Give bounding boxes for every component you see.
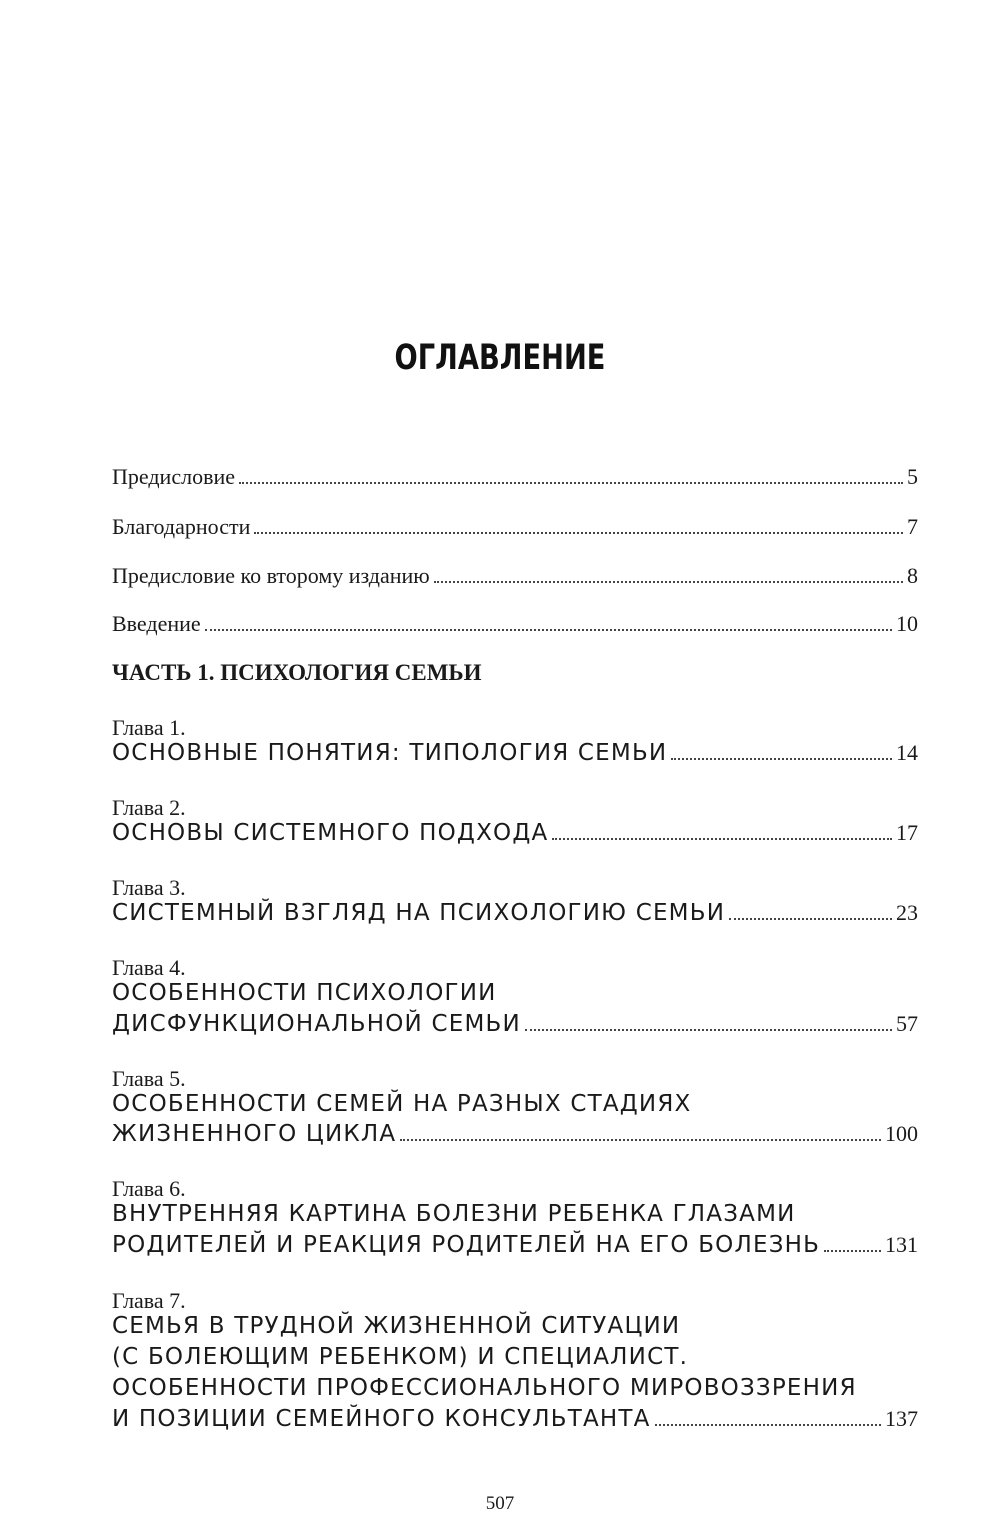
chapter-2-label: Глава 2. — [112, 795, 186, 820]
toc-entry-acknowledgements[interactable] — [112, 514, 918, 540]
chapter-3-label: Глава 3. — [112, 875, 186, 900]
toc-entry-page: 8 — [907, 563, 918, 588]
toc-entry-page: 5 — [907, 464, 918, 489]
toc-entry-label: Предисловие ко второму изданию — [112, 563, 430, 588]
toc-entry-chapter-4[interactable] — [112, 1011, 918, 1037]
leader-dots — [552, 838, 892, 840]
toc-entry-chapter-5[interactable] — [112, 1121, 918, 1147]
toc-entry-page: 57 — [896, 1011, 918, 1036]
toc-entry-page: 23 — [896, 900, 918, 925]
chapter-title-line[interactable]: ВНУТРЕННЯЯ КАРТИНА БОЛЕЗНИ РЕБЕНКА ГЛАЗАМИ — [112, 1201, 796, 1227]
toc-entry-page: 100 — [885, 1121, 918, 1146]
chapter-6-label: Глава 6. — [112, 1176, 186, 1201]
leader-dots — [254, 532, 903, 534]
toc-entry-label: Предисловие — [112, 464, 235, 489]
toc-entry-introduction[interactable] — [112, 611, 918, 637]
toc-entry-chapter-1[interactable] — [112, 740, 918, 766]
toc-entry-preface[interactable] — [112, 464, 918, 490]
chapter-title-line: СИСТЕМНЫЙ ВЗГЛЯД НА ПСИХОЛОГИЮ СЕМЬИ — [112, 900, 726, 926]
page-title: ОГЛАВЛЕНИЕ — [394, 338, 606, 378]
toc-entry-chapter-3[interactable] — [112, 900, 918, 926]
toc-entry-page: 131 — [885, 1232, 918, 1257]
chapter-title-line: ДИСФУНКЦИОНАЛЬНОЙ СЕМЬИ — [112, 1011, 521, 1037]
toc-entry-page: 17 — [896, 820, 918, 845]
toc-entry-page: 137 — [885, 1406, 918, 1431]
toc-entry-page: 14 — [896, 740, 918, 765]
toc-entry-chapter-7[interactable] — [112, 1406, 918, 1432]
chapter-title-line[interactable]: СЕМЬЯ В ТРУДНОЙ ЖИЗНЕННОЙ СИТУАЦИИ — [112, 1313, 681, 1339]
chapter-title-line[interactable]: ОСОБЕННОСТИ ПРОФЕССИОНАЛЬНОГО МИРОВОЗЗРЕНИЯ — [112, 1375, 857, 1401]
toc-entry-page: 7 — [907, 514, 918, 539]
toc-entry-label: Введение — [112, 611, 201, 636]
chapter-title-line[interactable]: (С БОЛЕЮЩИМ РЕБЕНКОМ) И СПЕЦИАЛИСТ. — [112, 1344, 689, 1370]
toc-entry-chapter-6[interactable] — [112, 1232, 918, 1258]
page-number: 507 — [485, 1493, 515, 1514]
toc-entry-second-edition-preface[interactable] — [112, 563, 918, 589]
chapter-title-line: И ПОЗИЦИИ СЕМЕЙНОГО КОНСУЛЬТАНТА — [112, 1406, 651, 1432]
leader-dots — [239, 482, 903, 484]
part-1-title[interactable]: ЧАСТЬ 1. ПСИХОЛОГИЯ СЕМЬИ — [112, 660, 482, 685]
toc-entry-label: Благодарности — [112, 514, 251, 539]
chapter-4-label: Глава 4. — [112, 955, 186, 980]
leader-dots — [525, 1029, 892, 1031]
chapter-title-line: ОСНОВЫ СИСТЕМНОГО ПОДХОДА — [112, 820, 549, 846]
leader-dots — [655, 1424, 881, 1426]
leader-dots — [729, 918, 892, 920]
leader-dots — [400, 1139, 881, 1141]
chapter-7-label: Глава 7. — [112, 1288, 186, 1313]
chapter-5-label: Глава 5. — [112, 1066, 186, 1091]
chapter-1-label: Глава 1. — [112, 715, 186, 740]
leader-dots — [205, 629, 892, 631]
leader-dots — [824, 1250, 881, 1252]
toc-entry-chapter-2[interactable] — [112, 820, 918, 846]
chapter-title-line: РОДИТЕЛЕЙ И РЕАКЦИЯ РОДИТЕЛЕЙ НА ЕГО БОЛЕЗНЬ — [112, 1232, 821, 1258]
toc-entry-page: 10 — [896, 611, 918, 636]
chapter-title-line[interactable]: ОСОБЕННОСТИ СЕМЕЙ НА РАЗНЫХ СТАДИЯХ — [112, 1091, 692, 1117]
chapter-title-line: ЖИЗНЕННОГО ЦИКЛА — [112, 1121, 397, 1147]
chapter-title-line[interactable]: ОСОБЕННОСТИ ПСИХОЛОГИИ — [112, 980, 497, 1006]
chapter-title-line: ОСНОВНЫЕ ПОНЯТИЯ: ТИПОЛОГИЯ СЕМЬИ — [112, 740, 668, 766]
leader-dots — [434, 581, 903, 583]
leader-dots — [671, 758, 892, 760]
